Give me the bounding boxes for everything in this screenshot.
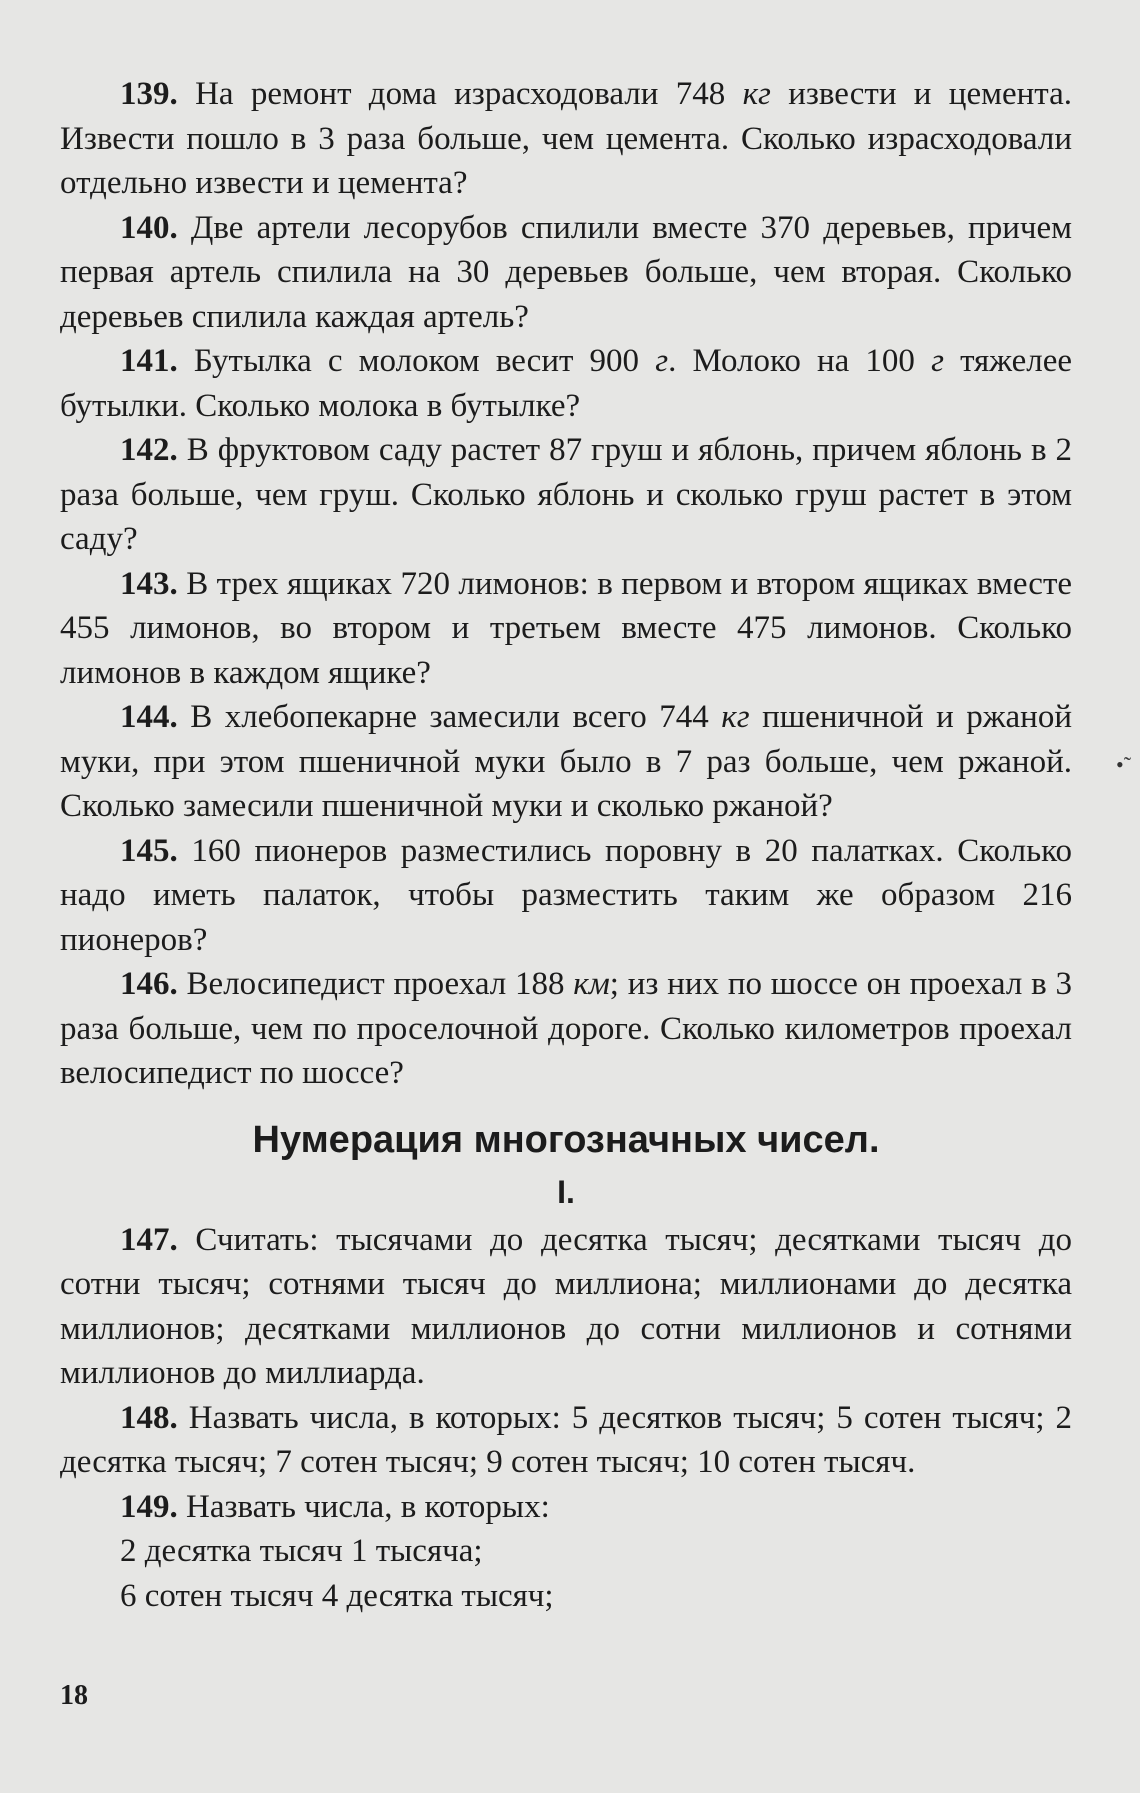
problem-text: На ремонт дома израсходовали 748 [195,76,743,112]
problem-text: Велосипедист проехал 188 [186,966,574,1002]
problem-number: 144. [120,699,178,735]
problem-number: 149. [120,1488,178,1525]
problem-number: 148. [120,1399,178,1436]
problem-text: Назвать числа, в которых: [186,1488,550,1525]
problem-143 [60,562,1072,696]
problem-number: 142. [120,432,178,468]
problem-number: 146. [120,966,178,1002]
unit: г [931,343,944,379]
problem-144 [60,695,1072,829]
problem-148 [60,1396,1072,1485]
margin-mark-icon: •˜ [1116,752,1132,777]
problem-140 [60,206,1072,340]
problem-text: Две артели лесорубов спилили вместе 370 деревьев, причем первая артель спилила на 30 деревьев больше, чем вторая. Сколько деревьев спилила каждая артель? [60,209,1072,335]
unit: км [573,966,610,1002]
problem-149 [60,1485,1072,1530]
problem-text: ; из них по шоссе он проехал в 3 раза больше, чем по проселочной дороге. Сколько километров проехал велосипедист по шоссе? [60,966,1072,1091]
problem-146 [60,962,1072,1096]
problem-147 [60,1218,1072,1396]
problem-141 [60,339,1072,428]
problem-number: 145. [120,832,178,869]
problem-number: 147. [120,1221,178,1258]
problem-number: 141. [120,343,178,379]
problem-text: извести и цемента. Извести пошло в 3 раза больше, чем цемента. Сколько израсходовали отдельно извести и цемента? [60,76,1073,201]
unit: кг [721,699,750,735]
problem-145 [60,829,1072,963]
problem-number: 143. [120,565,178,602]
problem-text: Считать: тысячами до десятка тысяч; десятками тысяч до сотни тысяч; сотнями тысяч до миллиона; миллионами до десятка миллионов; десятками миллионов до сотни миллионов и сотнями миллионов до миллиарда. [60,1221,1072,1391]
section-number: I. [557,1173,575,1210]
problem-text: Назвать числа, в которых: 5 десятков тысяч; 5 сотен тысяч; 2 десятка тысяч; 7 сотен тысяч; 9 сотен тысяч; 10 сотен тысяч. [60,1399,1072,1480]
problem-text: В фруктовом саду растет 87 груш и яблонь, причем яблонь в 2 раза больше, чем груш. Сколько яблонь и сколько груш растет в этом саду? [60,432,1072,557]
problem-text: пшеничной и ржаной муки, при этом пшеничной муки было в 7 раз больше, чем ржаной. Сколько замесили пшеничной муки и сколько ржаной? [60,699,1072,824]
problem-text: В хлебопекарне замесили всего 744 [190,699,722,735]
problem-142 [60,428,1072,562]
page-number: 18 [60,1680,88,1711]
problem-number: 139. [120,76,178,112]
problem-text: Бутылка с молоком весит 900 [193,343,656,379]
unit: кг [742,76,771,112]
problem-text: . Молоко на 100 [668,343,932,379]
problem-139 [60,72,1072,206]
problem-text: тяжелее бутылки. Сколько молока в бутылке? [60,343,1073,424]
list-line: 6 сотен тысяч 4 десятка тысяч; [120,1577,554,1614]
unit: г [655,343,669,379]
problem-text: В трех ящиках 720 лимонов: в первом и втором ящиках вместе 455 лимонов, во втором и третьем вместе 475 лимонов. Сколько лимонов в каждом ящике? [60,565,1073,691]
problem-text: 160 пионеров разместились поровну в 20 палатках. Сколько надо иметь палаток, чтобы разместить таким же образом 216 пионеров? [60,832,1072,958]
text-column [60,72,1072,1618]
list-line: 2 десятка тысяч 1 тысяча; [120,1533,483,1569]
section-title: Нумерация многозначных чисел. [252,1118,880,1161]
problem-number: 140. [120,209,178,246]
